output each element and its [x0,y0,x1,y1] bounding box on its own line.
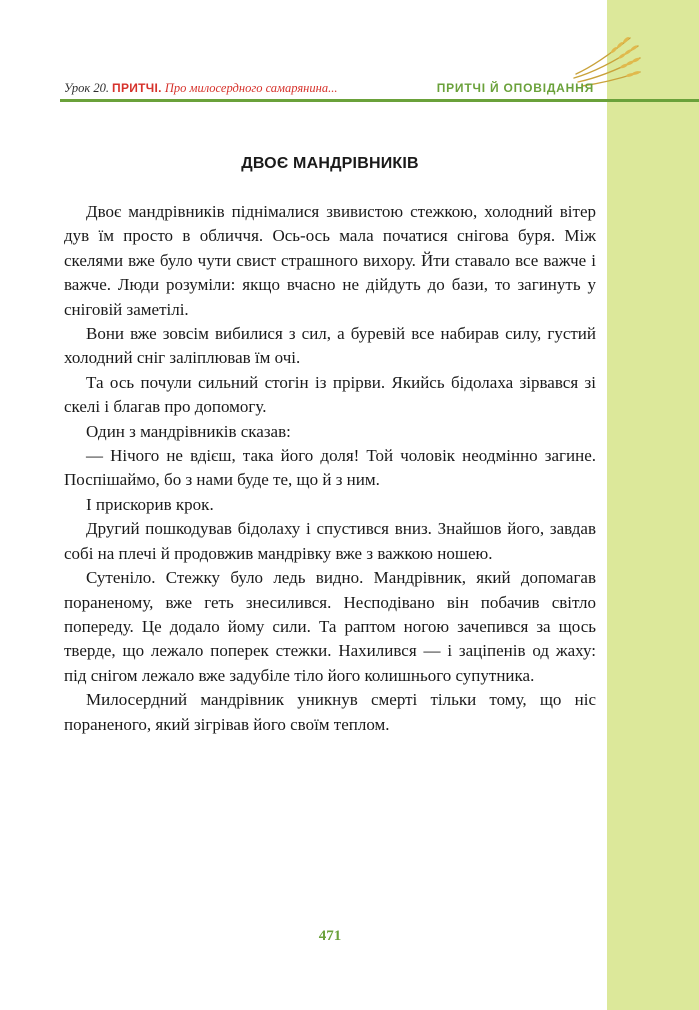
story-text [64,200,596,737]
paragraph: Вони вже зовсім вибилися з сил, а буревій все набирав силу, густий холодний сніг заліплював їм очі. [64,324,596,368]
paragraph: Другий пошкодував бідолаху і спустився вниз. Знайшов його, завдав собі на плечі й продовжив мандрівку вже з важкою ношею. [64,519,596,563]
paragraph: Двоє мандрівників піднімалися звивистою стежкою, холодний вітер дув їм просто в обличчя. Ось-ось мала початися снігова буря. Між скелями вже було чути свист страшного вихору. Йти ставало все важче і важче. Люди розуміли: якщо вчасно не дійдуть до бази, то загинуть у сніговій заметілі. [64,202,596,319]
paragraph: І прискорив крок. [86,494,214,514]
paragraph: Один з мандрівників сказав: [86,421,291,441]
section-title: ПРИТЧІ Й ОПОВІДАННЯ [436,81,594,95]
header-divider [60,99,699,102]
paragraph: Милосердний мандрівник уникнув смерті тільки тому, що ніс пораненого, який зігрівав його своїм теплом. [64,690,596,734]
paragraph: Сутеніло. Стежку було ледь видно. Мандрівник, який допомагав пораненому, вже геть знесилився. Несподівано він побачив світло попереду. Це додало йому сили. Та раптом ногою зачепився за щось тверде, що лежало поперек стежки. Нахилився — і заціпенів од жаху: під снігом лежало вже задубіле тіло його колишнього супутника. [64,568,596,685]
paragraph: — Нічого не вдієш, така його доля! Той чоловік неодмінно загине. Поспішаймо, бо з нами буде те, що й з ним. [64,446,596,490]
side-margin-band [607,0,699,1010]
story-title: ДВОЄ МАНДРІВНИКІВ [241,155,419,172]
page-number: 471 [318,928,342,944]
paragraph: Та ось почули сильний стогін із прірви. Якийсь бідолаха зірвався зі скелі і благав про допомогу. [64,372,596,417]
lesson-number: Урок 20. [64,81,110,95]
parables-label: ПРИТЧІ. [112,81,162,95]
running-header [64,78,596,98]
lesson-subtitle: Про милосердного самарянина... [164,81,338,95]
